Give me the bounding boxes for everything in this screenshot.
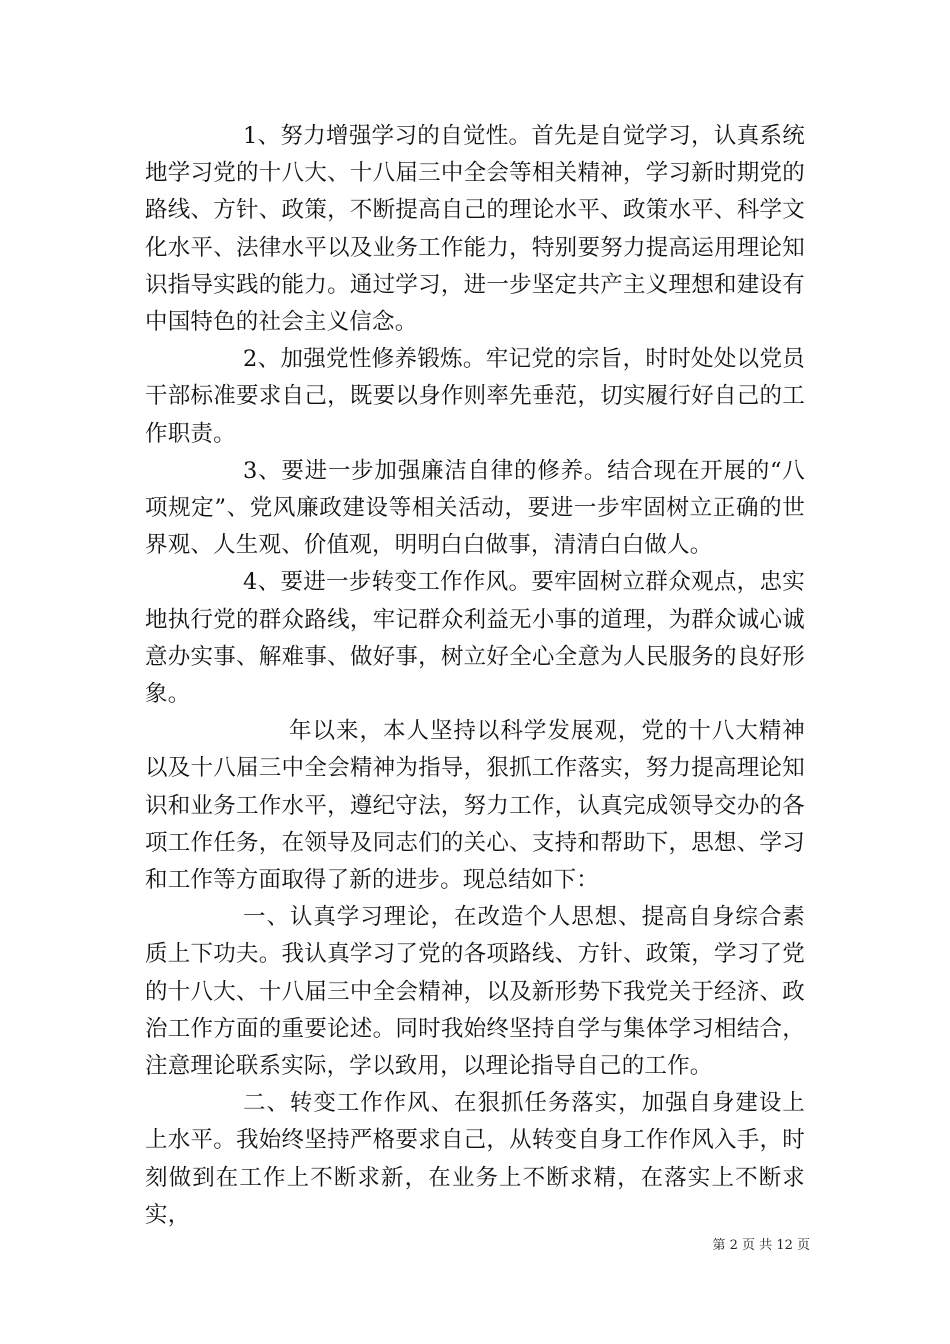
paragraph-2: 2、加强党性修养锻炼。牢记党的宗旨，时时处处以党员干部标准要求自己，既要以身作则率先垂范，切实履行好自己的工作职责。 xyxy=(145,346,805,447)
page-number-footer: 第 2 页 共 12 页 xyxy=(712,1238,810,1253)
paragraph-4: 4、要进一步转变工作作风。要牢固树立群众观点，忠实地执行党的群众路线，牢记群众利益无小事的道理，为群众诚心诚意办实事、解难事、做好事，树立好全心全意为人民服务的良好形象。 xyxy=(145,569,805,708)
paragraph-1: 1、努力增强学习的自觉性。首先是自觉学习，认真系统地学习党的十八大、十八届三中全会等相关精神，学习新时期党的路线、方针、政策，不断提高自己的理论水平、政策水平、科学文化水平、法律水平以及业务工作能力，特别要努力提高运用理论知识指导实践的能力。通过学习，进一步坚定共产主义理想和建设有中国特色的社会主义信念。 xyxy=(145,123,805,336)
paragraph-7: 二、转变工作作风、在狠抓任务落实，加强自身建设上上水平。我始终坚持严格要求自己，从转变自身工作作风入手，时刻做到在工作上不断求新，在业务上不断求精，在落实上不断求实， xyxy=(145,1090,805,1228)
paragraph-6: 一、认真学习理论，在改造个人思想、提高自身综合素质上下功夫。我认真学习了党的各项路线、方针、政策，学习了党的十八大、十八届三中全会精神，以及新形势下我党关于经济、政治工作方面的重要论述。同时我始终坚持自学与集体学习相结合，注意理论联系实际，学以致用，以理论指导自己的工作。 xyxy=(145,904,805,1080)
paragraph-5: 年以来，本人坚持以科学发展观，党的十八大精神以及十八届三中全会精神为指导，狠抓工作落实，努力提高理论知识和业务工作水平，遵纪守法，努力工作，认真完成领导交办的各项工作任务，在领导及同志们的关心、支持和帮助下，思想、学习和工作等方面取得了新的进步。现总结如下： xyxy=(145,718,805,894)
document-body xyxy=(145,118,805,1234)
paragraph-3: 3、要进一步加强廉洁自律的修养。结合现在开展的“八项规定”、党风廉政建设等相关活动，要进一步牢固树立正确的世界观、人生观、价值观，明明白白做事，清清白白做人。 xyxy=(145,457,805,559)
